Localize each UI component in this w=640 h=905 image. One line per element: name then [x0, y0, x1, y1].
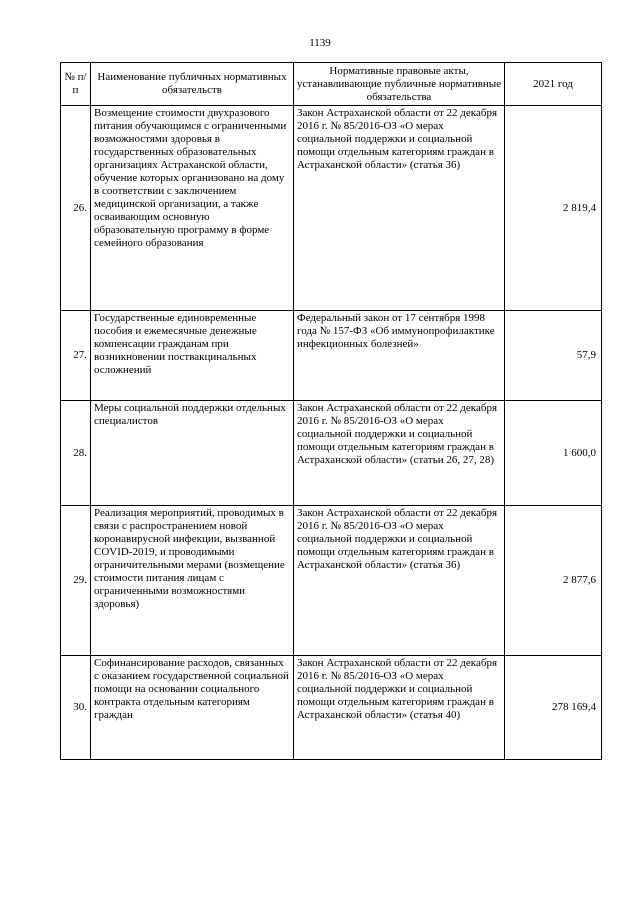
- table-row: [61, 106, 602, 311]
- table-row: [61, 656, 602, 760]
- row-number: 28.: [61, 401, 91, 506]
- row-number: 26.: [61, 106, 91, 311]
- header-acts: Нормативные правовые акты, устанавливающие публичные нормативные обязательства: [294, 63, 505, 106]
- page-number: 1139: [309, 37, 331, 49]
- amount-2021: 57,9: [505, 311, 602, 401]
- amount-2021: 1 600,0: [505, 401, 602, 506]
- obligation-name: Софинансирование расходов, связанных с оказанием государственной социальной помощи на основании социального контракта отдельным категориям граждан: [91, 656, 294, 760]
- header-num: № п/п: [61, 63, 91, 106]
- legal-act: Закон Астраханской области от 22 декабря 2016 г. № 85/2016-ОЗ «О мерах социальной поддержки и социальной помощи отдельным категориям граждан в Астраханской области» (статья 36): [294, 506, 505, 656]
- legal-act: Закон Астраханской области от 22 декабря 2016 г. № 85/2016-ОЗ «О мерах социальной поддержки и социальной помощи отдельным категориям граждан в Астраханской области» (статья 36): [294, 106, 505, 311]
- legal-act: Федеральный закон от 17 сентября 1998 года № 157-ФЗ «Об иммунопрофилактике инфекционных болезней»: [294, 311, 505, 401]
- row-number: 29.: [61, 506, 91, 656]
- row-number: 27.: [61, 311, 91, 401]
- amount-2021: 2 877,6: [505, 506, 602, 656]
- obligations-table: [60, 62, 602, 760]
- table-row: [61, 506, 602, 656]
- table-row: [61, 311, 602, 401]
- obligation-name: Реализация мероприятий, проводимых в связи с распространением новой коронавирусной инфекции, вызванной COVID-2019, и проводимыми ограничительными мерами (возмещение стоимости питания лицам с ограниченными возможностями здоровья): [91, 506, 294, 656]
- table-row: [61, 401, 602, 506]
- table-header-row: [61, 63, 602, 106]
- obligation-name: Возмещение стоимости двухразового питания обучающимся с ограниченными возможностями здоровья в государственных образовательных организациях Астраханской области, обучение которых организовано на дому в соответствии с заключением медицинской организации, а также осваивающим основную образовательную программу в форме семейного образования: [91, 106, 294, 311]
- obligation-name: Государственные единовременные пособия и ежемесячные денежные компенсации гражданам при возникновении поствакцинальных осложнений: [91, 311, 294, 401]
- header-name: Наименование публичных нормативных обязательств: [91, 63, 294, 106]
- amount-2021: 2 819,4: [505, 106, 602, 311]
- obligation-name: Меры социальной поддержки отдельных специалистов: [91, 401, 294, 506]
- amount-2021: 278 169,4: [505, 656, 602, 760]
- legal-act: Закон Астраханской области от 22 декабря 2016 г. № 85/2016-ОЗ «О мерах социальной поддержки и социальной помощи отдельным категориям граждан в Астраханской области» (статья 40): [294, 656, 505, 760]
- header-year: 2021 год: [505, 63, 602, 106]
- row-number: 30.: [61, 656, 91, 760]
- legal-act: Закон Астраханской области от 22 декабря 2016 г. № 85/2016-ОЗ «О мерах социальной поддержки и социальной помощи отдельным категориям граждан в Астраханской области» (статьи 26, 27, 28): [294, 401, 505, 506]
